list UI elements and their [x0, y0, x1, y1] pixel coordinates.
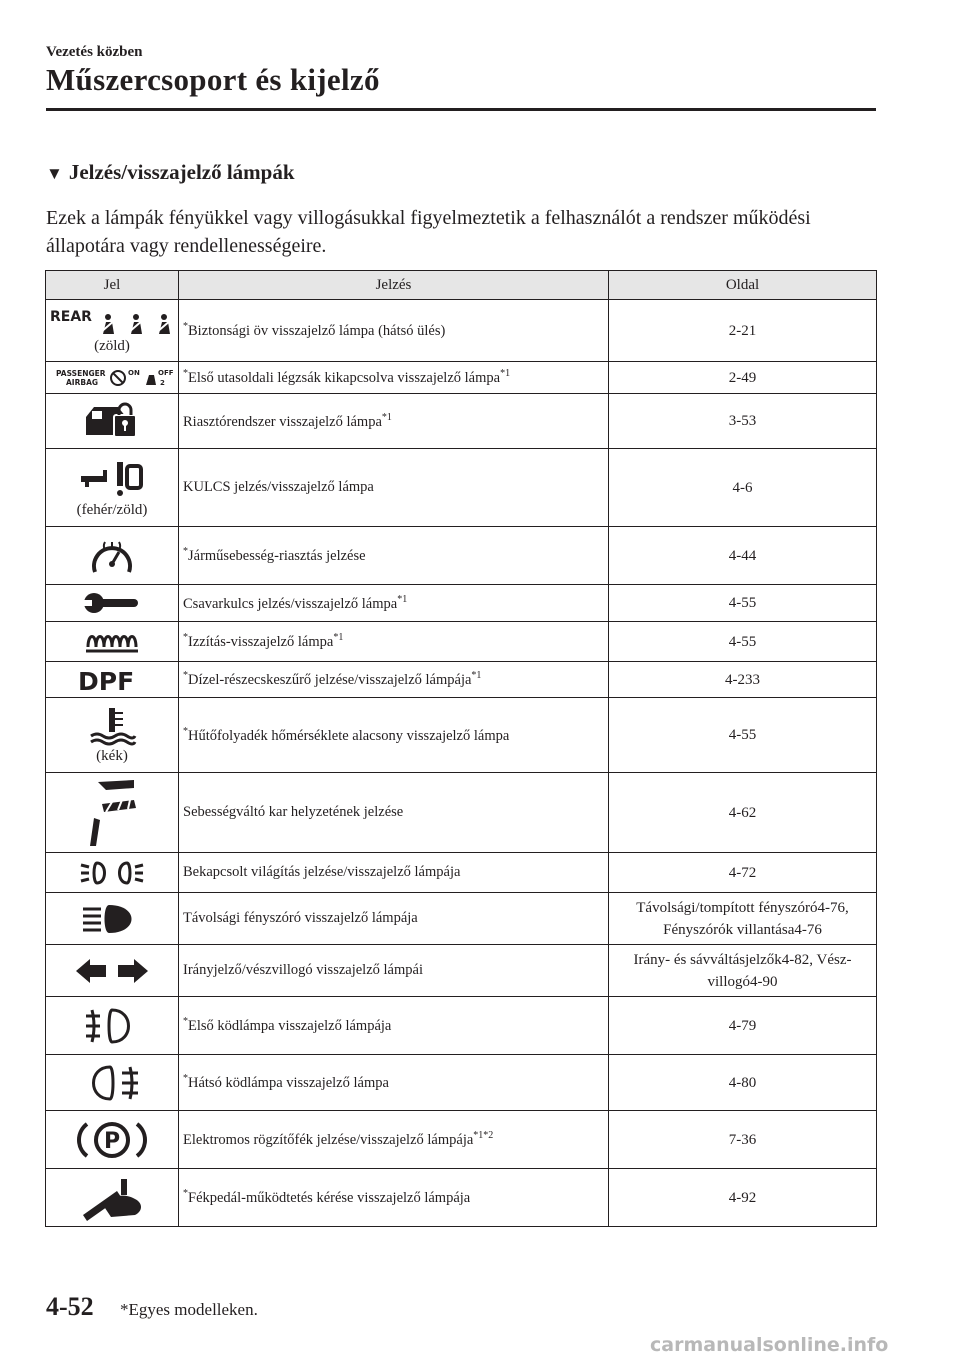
table-row	[46, 853, 877, 893]
page-reference[interactable]: 2-21	[609, 300, 877, 362]
indication-cell	[179, 449, 609, 527]
optional-star: *	[183, 321, 188, 333]
lights-on-icon	[46, 857, 178, 889]
symbol-cell	[46, 1169, 179, 1227]
table-row	[46, 1169, 877, 1227]
table-row	[46, 773, 877, 853]
brake-pedal-request-icon	[46, 1175, 178, 1221]
table-row	[46, 997, 877, 1055]
section-heading-text: Jelzés/visszajelző lámpák	[68, 160, 295, 184]
symbol-cell	[46, 698, 179, 773]
section-heading	[46, 160, 295, 185]
symbol-cell	[46, 893, 179, 945]
table-row	[46, 585, 877, 622]
page-reference[interactable]: 4-55	[609, 622, 877, 662]
indication-text: Távolsági fényszóró visszajelző lámpája	[183, 910, 418, 926]
indication-cell	[179, 853, 609, 893]
symbol-caption: (zöld)	[94, 338, 130, 354]
symbol-caption: (fehér/zöld)	[76, 502, 148, 518]
svg-text:OFF: OFF	[158, 368, 174, 377]
svg-text:ON: ON	[128, 368, 140, 377]
page-reference[interactable]: 2-49	[609, 362, 877, 394]
indication-cell	[179, 362, 609, 394]
table-row	[46, 1111, 877, 1169]
symbol-cell	[46, 394, 179, 449]
indication-text: Izzítás-visszajelző lámpa	[188, 633, 334, 650]
table-row	[46, 449, 877, 527]
table-row	[46, 622, 877, 662]
symbol-cell	[46, 1111, 179, 1169]
indication-text: Sebességváltó kar helyzetének jelzése	[183, 804, 404, 820]
header-page: Oldal	[609, 271, 877, 300]
footnote: *Egyes modelleken.	[120, 1300, 258, 1319]
indication-text: Elektromos rögzítőfék jelzése/visszajelző lámpája	[183, 1131, 474, 1148]
indication-text: Első ködlámpa visszajelző lámpája	[188, 1017, 392, 1034]
shift-position-icon	[46, 778, 178, 848]
page-reference[interactable]: 4-44	[609, 527, 877, 585]
chapter-kicker: Vezetés közben	[46, 44, 143, 60]
header-symbol: Jel	[46, 271, 179, 300]
indication-text: Hátsó ködlámpa visszajelző lámpa	[188, 1074, 389, 1091]
optional-star: *	[183, 632, 188, 644]
symbol-cell	[46, 300, 179, 362]
page-reference[interactable]: 3-53	[609, 394, 877, 449]
optional-star: *	[183, 725, 188, 737]
wrench-icon	[46, 591, 178, 615]
symbol-cell	[46, 362, 179, 394]
symbol-cell	[46, 853, 179, 893]
symbol-caption: (kék)	[96, 747, 128, 764]
indication-cell	[179, 662, 609, 698]
footnote-ref: *1*2	[473, 1130, 494, 1142]
table-row	[46, 394, 877, 449]
symbol-cell	[46, 997, 179, 1055]
rear-seatbelt-icon	[46, 306, 178, 336]
indication-cell	[179, 527, 609, 585]
indication-cell	[179, 394, 609, 449]
table-row	[46, 1055, 877, 1111]
title-rule	[46, 108, 876, 111]
footnote-ref: *1	[333, 632, 344, 644]
page-reference[interactable]: 4-72	[609, 853, 877, 893]
page-reference[interactable]: 4-55	[609, 698, 877, 773]
page-reference[interactable]: Távolsági/tompított fényszóró4-76, Fényszórók villantása4-76	[609, 893, 877, 945]
indication-text: Bekapcsolt világítás jelzése/visszajelző lámpája	[183, 864, 461, 880]
page-reference[interactable]: 7-36	[609, 1111, 877, 1169]
glow-plug-icon	[46, 627, 178, 657]
header-indication: Jelzés	[179, 271, 609, 300]
symbol-cell	[46, 527, 179, 585]
page-reference[interactable]: 4-80	[609, 1055, 877, 1111]
page-number: 4-52	[46, 1292, 94, 1321]
indication-text: Csavarkulcs jelzés/visszajelző lámpa	[183, 595, 398, 612]
indication-cell	[179, 300, 609, 362]
passenger-airbag-icon	[46, 365, 178, 391]
key-icon	[46, 456, 178, 500]
indication-cell	[179, 1111, 609, 1169]
page-reference[interactable]: 4-6	[609, 449, 877, 527]
indication-cell	[179, 585, 609, 622]
symbol-cell	[46, 585, 179, 622]
indication-text: Dízel-részecskeszűrő jelzése/visszajelző lámpája	[188, 671, 472, 688]
symbol-cell	[46, 662, 179, 698]
svg-text:REAR: REAR	[50, 309, 92, 325]
page-reference[interactable]: 4-62	[609, 773, 877, 853]
footnote-ref: *1	[471, 670, 482, 682]
table-header-row	[46, 271, 877, 300]
indication-text: Riasztórendszer visszajelző lámpa	[183, 413, 382, 430]
page-reference[interactable]: 4-233	[609, 662, 877, 698]
electric-parking-brake-icon	[46, 1118, 178, 1162]
optional-star: *	[183, 546, 188, 558]
optional-star: *	[183, 1188, 188, 1200]
footnote-ref: *1	[381, 411, 392, 423]
indication-text: Hűtőfolyadék hőmérséklete alacsony visszajelző lámpa	[188, 727, 510, 744]
security-alarm-icon	[46, 401, 178, 441]
indication-text: KULCS jelzés/visszajelző lámpa	[183, 479, 374, 495]
section-marker: ▼	[46, 164, 63, 183]
indication-cell	[179, 1055, 609, 1111]
indication-text: Biztonsági öv visszajelző lámpa (hátsó ülés)	[188, 322, 446, 339]
page-reference[interactable]: 4-79	[609, 997, 877, 1055]
low-coolant-temp-icon	[46, 706, 178, 746]
intro-paragraph: Ezek a lámpák fényükkel vagy villogásukkal figyelmeztetik a felhasználót a rendszer működési állapotára vagy rendellenességeire.	[46, 207, 811, 257]
indication-cell	[179, 1169, 609, 1227]
svg-text:2: 2	[160, 378, 165, 387]
page-reference[interactable]: 4-92	[609, 1169, 877, 1227]
footnote-ref: *1	[397, 593, 408, 605]
table-row	[46, 300, 877, 362]
footnote-ref: *1	[500, 368, 511, 380]
indication-cell	[179, 698, 609, 773]
indication-cell	[179, 997, 609, 1055]
indication-text: Első utasoldali légzsák kikapcsolva visszajelző lámpa	[188, 369, 501, 386]
indication-cell	[179, 773, 609, 853]
page-reference[interactable]: 4-55	[609, 585, 877, 622]
svg-text:PASSENGER: PASSENGER	[56, 368, 106, 378]
symbol-cell	[46, 622, 179, 662]
turn-signal-icon	[46, 956, 178, 986]
symbol-cell	[46, 1055, 179, 1111]
high-beam-icon	[46, 903, 178, 935]
table-row	[46, 362, 877, 394]
optional-star: *	[183, 1016, 188, 1028]
watermark: carmanualsonline.info	[650, 1334, 889, 1356]
table-row	[46, 893, 877, 945]
table-row	[46, 945, 877, 997]
table-row	[46, 698, 877, 773]
symbol-cell	[46, 773, 179, 853]
indication-cell	[179, 945, 609, 997]
indication-cell	[179, 893, 609, 945]
indication-text: Irányjelző/vészvillogó visszajelző lámpái	[183, 962, 423, 978]
indication-text: Járműsebesség-riasztás jelzése	[188, 547, 366, 564]
svg-text:P: P	[104, 1128, 121, 1154]
svg-text:DPF: DPF	[78, 666, 135, 694]
front-fog-icon	[46, 1006, 178, 1046]
svg-text:AIRBAG: AIRBAG	[66, 377, 99, 387]
optional-star: *	[183, 368, 188, 380]
symbol-cell	[46, 945, 179, 997]
rear-fog-icon	[46, 1063, 178, 1103]
page-reference[interactable]: Irány- és sávváltásjelzők4-82, Vész-villogó4-90	[609, 945, 877, 997]
indication-cell	[179, 622, 609, 662]
table-row	[46, 662, 877, 698]
indication-text: Fékpedál-működtetés kérése visszajelző lámpája	[188, 1189, 471, 1206]
symbol-cell	[46, 449, 179, 527]
table-row	[46, 527, 877, 585]
indicator-table	[45, 270, 877, 1227]
dpf-icon	[46, 666, 178, 694]
page-title: Műszercsoport és kijelző	[46, 62, 380, 97]
optional-star: *	[183, 670, 188, 682]
speed-alarm-icon	[46, 534, 178, 578]
optional-star: *	[183, 1073, 188, 1085]
